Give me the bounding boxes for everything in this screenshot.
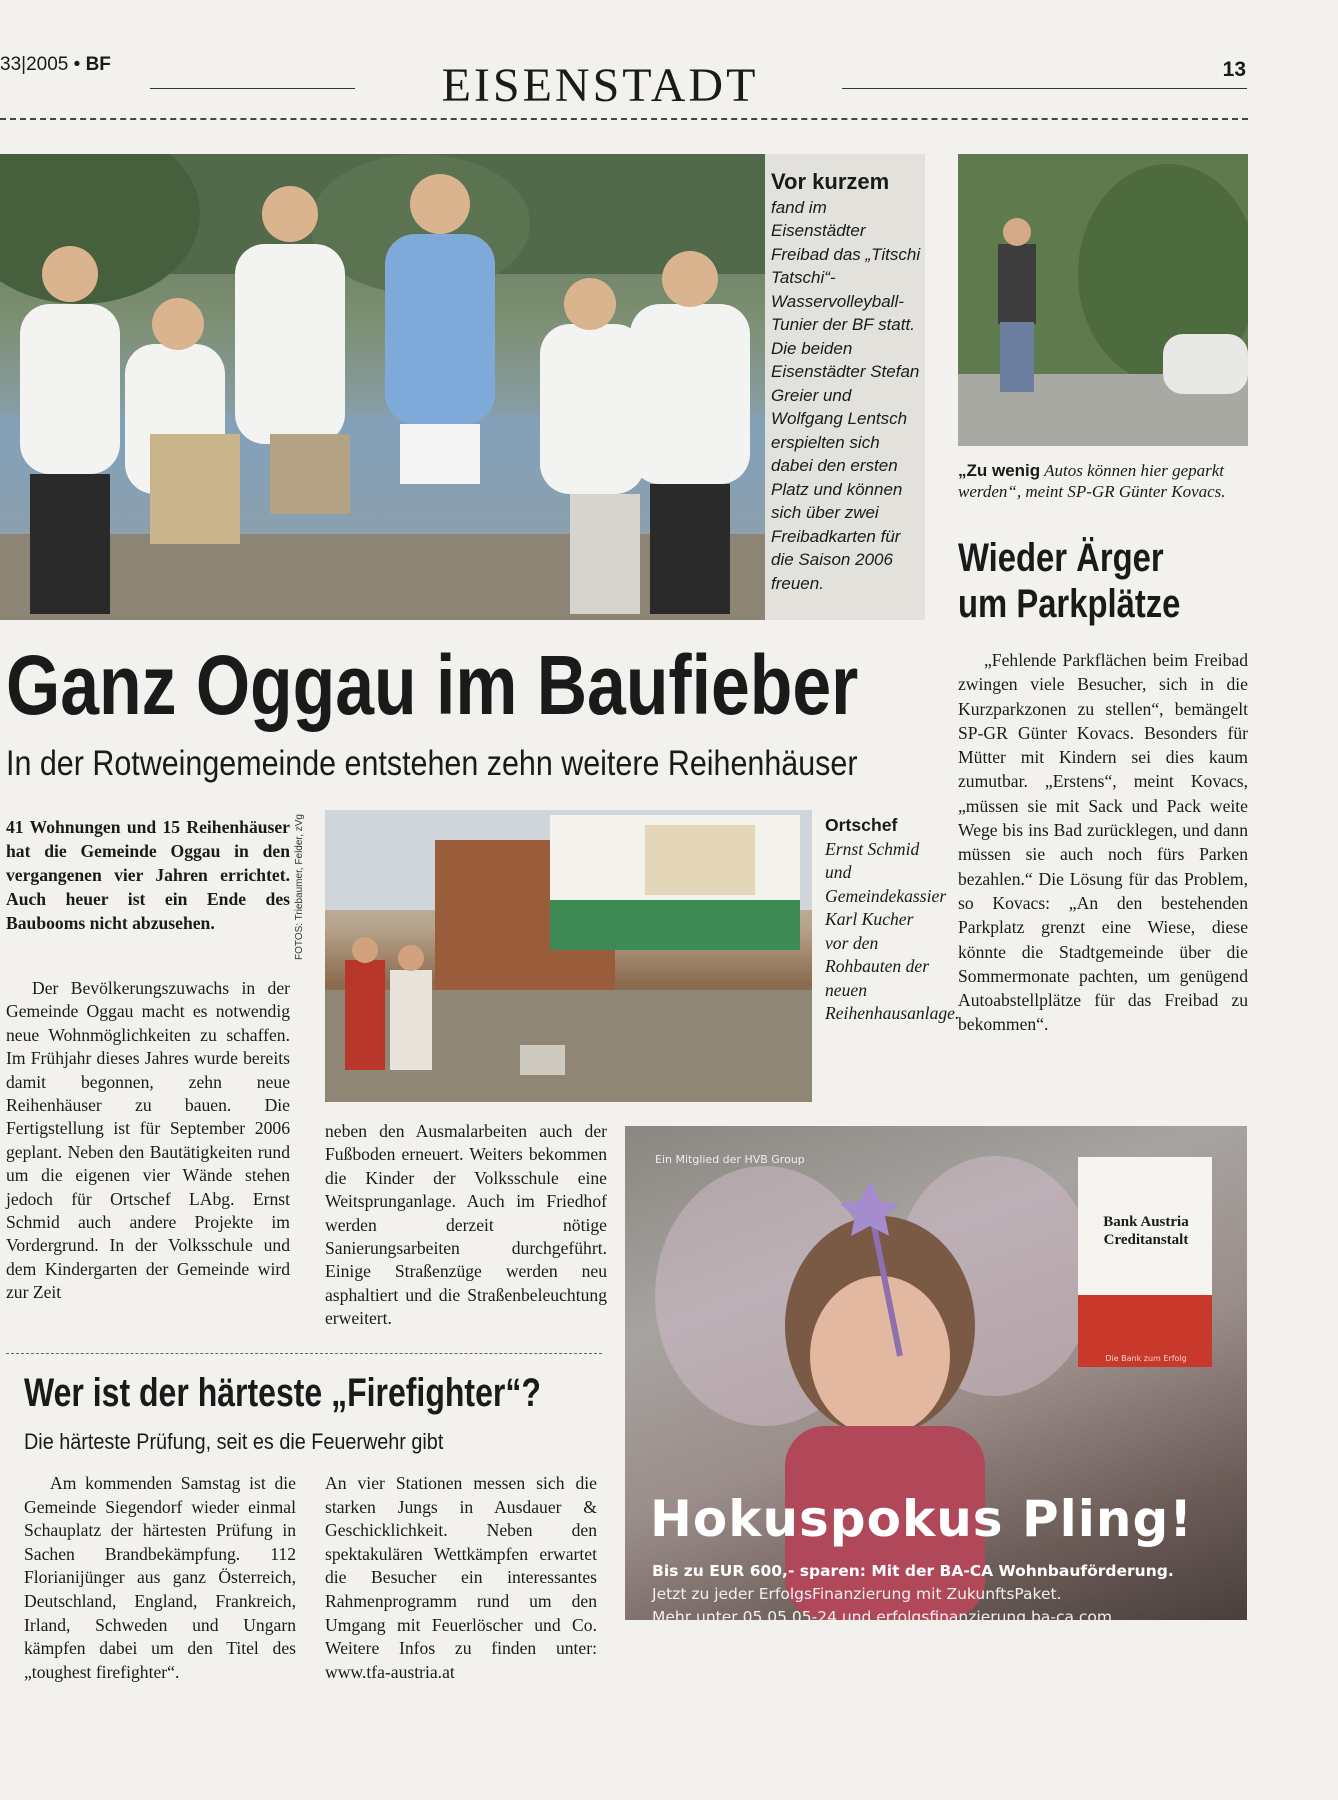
issue-bullet: • xyxy=(73,54,81,75)
article-column-1 xyxy=(6,977,290,1305)
firefighter-subheadline: Die härteste Prüfung, seit es die Feuerwehr gibt xyxy=(24,1429,444,1454)
construction-caption-lead: Ortschef xyxy=(825,815,898,835)
header-rule-right xyxy=(842,88,1247,89)
header-divider xyxy=(0,118,1248,120)
section-title: EISENSTADT xyxy=(441,59,759,112)
ad-member-note: Ein Mitglied der HVB Group xyxy=(655,1153,805,1166)
construction-photo xyxy=(325,810,812,1102)
article-col2-text: neben den Ausmalarbeiten auch der Fußboden erneuert. Weiters bekommen die Kinder der Volksschule eine Weitsprunganlage. Auch im Friedhof werden derzeit nötige Sanierungsarbeiten durchgeführt. Einige Straßenzüge werden neu asphaltiert und die Straßenbeleuchtung erweitert. xyxy=(325,1121,607,1329)
parking-body xyxy=(958,648,1248,1037)
bank-logo-line2: Creditanstalt xyxy=(1103,1232,1189,1248)
paper-name: BF xyxy=(85,54,111,75)
firefighter-divider xyxy=(6,1353,602,1354)
parking-caption-lead: „Zu wenig xyxy=(958,461,1041,480)
ad-contact-line: Mehr unter 05 05 05-24 und erfolgsfinanzierung.ba-ca.com xyxy=(652,1608,1112,1626)
volleyball-caption xyxy=(771,170,921,595)
construction-caption-body: Ernst Schmid und Gemeindekassier Karl Kucher vor den Rohbauten der neuen Reihenhausanlage. xyxy=(825,838,960,1023)
header-rule-left xyxy=(150,88,355,89)
parking-headline-text: Wieder Ärger um Parkplätze xyxy=(958,536,1181,626)
firefighter-col2-text: An vier Stationen messen sich die starken Jungs in Ausdauer & Geschicklichkeit. Neben den spektakulären Wettkämpfen erwartet die Besucher ein interessantes Rahmenprogramm rund um den Umgang mit Feuerlöscher und Co. Weitere Infos zu finden unter: www.tfa-austria.at xyxy=(325,1473,597,1682)
parking-headline xyxy=(958,535,1196,627)
parking-photo xyxy=(958,154,1248,446)
bank-logo xyxy=(1082,1213,1210,1249)
ad-info-line: Jetzt zu jeder ErfolgsFinanzierung mit ZukunftsPaket. xyxy=(652,1585,1062,1603)
bank-tagline: Die Bank zum Erfolg xyxy=(1105,1354,1187,1363)
photo-credit: FOTOS: Triebaumer, Felder, zVg xyxy=(294,814,305,960)
firefighter-col1-text: Am kommenden Samstag ist die Gemeinde Siegendorf wieder einmal Schauplatz der härtesten Prüfung in Sachen Brandbekämpfung. 112 Florianijünger aus ganz Österreich, Deutschland, England, Frankreich, Irland, Schweden und Ungarn kämpfen dabei um den Titel des „toughest firefighter“. xyxy=(24,1473,296,1682)
firefighter-column-2 xyxy=(325,1472,597,1684)
issue-number: 33|2005 xyxy=(0,54,69,75)
article-column-2 xyxy=(325,1120,607,1331)
bank-logo-line1: Bank Austria xyxy=(1103,1214,1189,1230)
parking-body-text: „Fehlende Parkflächen beim Freibad zwingen viele Besucher, sich in die Kurzparkzonen zu stellen“, bemängelt SP-GR Günter Kovacs. Besonders für Mütter mit Kindern sei dies kaum zumutbar. „Erstens“, meint Kovacs, „müssen sie mit Sack und Pack weite Wege bis ins Bad zurücklegen, und dann müssen sie auch noch fürs Parken bezahlen.“ Die Lösung für das Problem, so Kovacs: „An den bestehenden Parkplatz grenzt eine Wiese, diese könnte die Stadtgemeinde über die Sommermonate pachten, um genügend Autoabstellplätze für das Freibad zu bekommen“. xyxy=(958,650,1248,1035)
article-col1-text: Der Bevölkerungszuwachs in der Gemeinde Oggau macht es notwendig neue Wohnmöglichkeiten zu schaffen. Im Frühjahr dieses Jahres wurde bereits damit begonnen, zehn neue Reihenhäuser zu bauen. Die Fertigstellung ist für September 2006 geplant. Neben den Bautätigkeiten rund um die eigenen vier Wände stehen jedoch für Ortschef LAbg. Ernst Schmid auch andere Projekte im Vordergrund. In der Volksschule und dem Kindergarten der Gemeinde wird zur Zeit xyxy=(6,978,290,1303)
ad-offer-line: Bis zu EUR 600,- sparen: Mit der BA-CA Wohnbauförderung. xyxy=(652,1562,1174,1580)
parking-caption xyxy=(958,460,1248,502)
parking-illustration xyxy=(958,154,1248,446)
article-headline: Ganz Oggau im Baufieber xyxy=(6,638,859,732)
caption-body: fand im Eisenstädter Freibad das „Titschi Tatschi“-Wasservolleyball-Tunier der BF statt. Die beiden Eisenstädter Stefan Greier und Wolfgang Lentsch erspielten sich dabei den ersten Platz und können sich über zwei Freibadkarten für die Saison 2006 freuen. xyxy=(771,197,921,593)
article-lead: 41 Wohnungen und 15 Reihenhäuser hat die Gemeinde Oggau in den vergangenen vier Jahren errichtet. Auch heuer ist ein Ende des Baubooms nicht abzusehen. xyxy=(6,817,290,933)
construction-caption xyxy=(825,814,960,1026)
page-number: 13 xyxy=(1222,58,1246,81)
firefighter-headline: Wer ist der härteste „Firefighter“? xyxy=(24,1371,541,1415)
article-subheadline: In der Rotweingemeinde entstehen zehn weitere Reihenhäuser xyxy=(6,744,858,783)
parking-caption-body: Autos können hier geparkt werden“, meint SP-GR Günter Kovacs. xyxy=(958,461,1226,501)
ad-headline: Hokuspokus Pling! xyxy=(650,1490,1194,1548)
caption-lead: Vor kurzem xyxy=(771,169,890,194)
construction-illustration xyxy=(325,810,812,1102)
firefighter-column-1 xyxy=(24,1472,296,1684)
issue-line xyxy=(0,54,111,76)
